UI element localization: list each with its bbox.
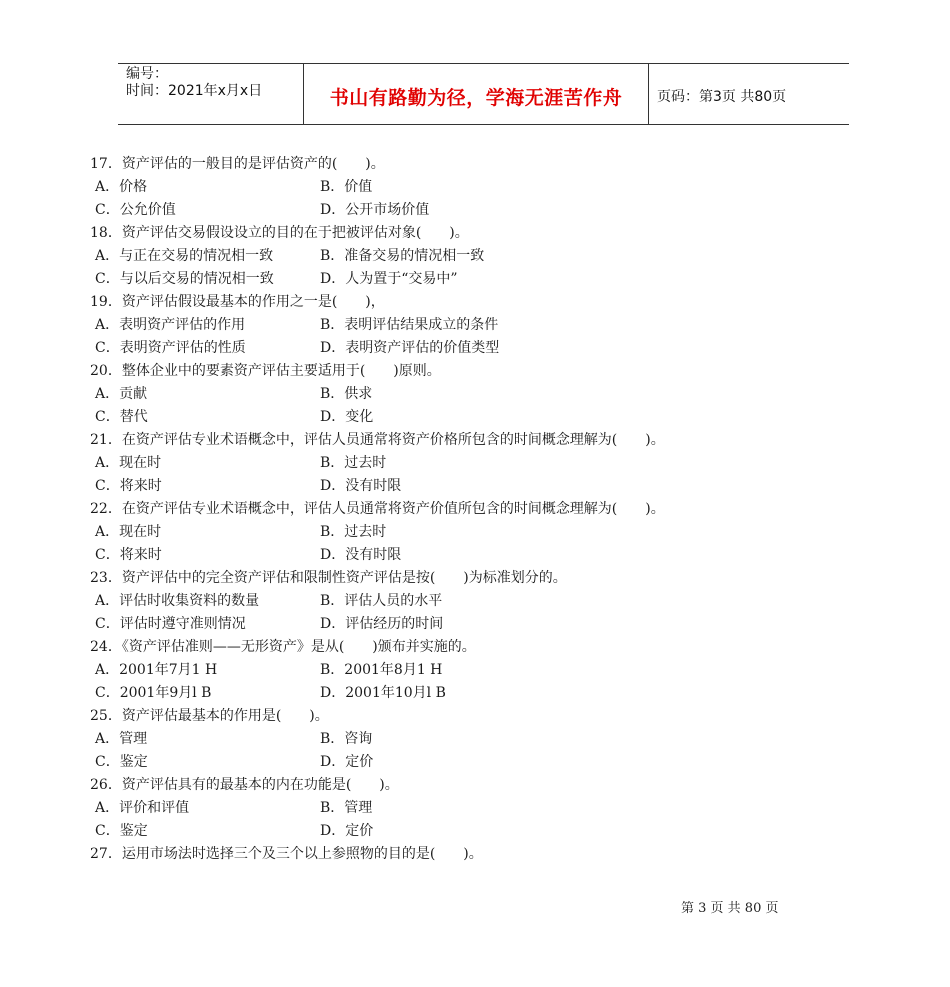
- option-row: [90, 475, 810, 498]
- answer-option: D．没有时限: [320, 547, 402, 563]
- question-stem: 17．资产评估的一般目的是评估资产的( )。: [90, 156, 385, 172]
- header-meta: [118, 64, 304, 124]
- answer-option: D．2001年10月l B: [320, 685, 446, 701]
- answer-option: C．评估时遵守准则情况: [95, 616, 246, 632]
- answer-option: B．价值: [320, 179, 373, 195]
- question-item: [90, 222, 810, 291]
- header-page-info: 页码：第3页 共80页: [657, 89, 787, 105]
- answer-option: A．与正在交易的情况相一致: [95, 248, 274, 264]
- question-stem: 20．整体企业中的要素资产评估主要适用于( )原则。: [90, 363, 441, 379]
- question-stem: 26．资产评估具有的最基本的内在功能是( )。: [90, 777, 399, 793]
- option-row: [90, 337, 810, 360]
- answer-option: C．公允价值: [95, 202, 176, 218]
- answer-option: A．贡献: [95, 386, 148, 402]
- option-row: [90, 314, 810, 337]
- answer-option: B．表明评估结果成立的条件: [320, 317, 499, 333]
- option-row: [90, 383, 810, 406]
- answer-option: D．评估经历的时间: [320, 616, 444, 632]
- answer-option: B．评估人员的水平: [320, 593, 443, 609]
- option-row: [90, 452, 810, 475]
- answer-option: A．表明资产评估的作用: [95, 317, 246, 333]
- question-item: [90, 636, 810, 705]
- question-stem: 19．资产评估假设最基本的作用之一是( )，: [90, 294, 385, 310]
- option-row: [90, 797, 810, 820]
- answer-option: A．现在时: [95, 524, 162, 540]
- question-item: [90, 774, 810, 843]
- question-item: [90, 153, 810, 222]
- answer-option: C．鉴定: [95, 754, 148, 770]
- option-row: [90, 751, 810, 774]
- answer-option: A．价格: [95, 179, 148, 195]
- answer-option: C．表明资产评估的性质: [95, 340, 246, 356]
- option-row: [90, 406, 810, 429]
- question-stem: 18．资产评估交易假设设立的目的在于把被评估对象( )。: [90, 225, 469, 241]
- option-row: [90, 682, 810, 705]
- option-row: [90, 245, 810, 268]
- answer-option: C．与以后交易的情况相一致: [95, 271, 274, 287]
- option-row: [90, 590, 810, 613]
- answer-option: A．现在时: [95, 455, 162, 471]
- option-row: [90, 613, 810, 636]
- header-slogan: 书山有路勤为径，学海无涯苦作舟: [304, 64, 649, 124]
- page-header: [118, 63, 849, 125]
- question-stem: 22．在资产评估专业术语概念中，评估人员通常将资产价值所包含的时间概念理解为( )。: [90, 501, 665, 517]
- question-item: [90, 705, 810, 774]
- answer-option: D．定价: [320, 754, 374, 770]
- question-stem: 23．资产评估中的完全资产评估和限制性资产评估是按( )为标准划分的。: [90, 570, 567, 586]
- answer-option: B．过去时: [320, 524, 387, 540]
- question-stem: 21．在资产评估专业术语概念中，评估人员通常将资产价格所包含的时间概念理解为( )。: [90, 432, 665, 448]
- question-item: [90, 843, 810, 866]
- answer-option: B．准备交易的情况相一致: [320, 248, 485, 264]
- answer-option: B．2001年8月1 H: [320, 662, 443, 678]
- question-list: [90, 153, 810, 866]
- answer-option: C．将来时: [95, 547, 162, 563]
- document-time-label: 时间：2021年x月x日: [126, 83, 263, 99]
- question-item: [90, 429, 810, 498]
- answer-option: D．定价: [320, 823, 374, 839]
- answer-option: B．咨询: [320, 731, 373, 747]
- answer-option: B．过去时: [320, 455, 387, 471]
- question-item: [90, 498, 810, 567]
- answer-option: C．2001年9月l B: [95, 685, 212, 701]
- answer-option: D．表明资产评估的价值类型: [320, 340, 500, 356]
- question-stem: 24．《资产评估准则——无形资产》是从( )颁布并实施的。: [90, 639, 476, 655]
- option-row: [90, 176, 810, 199]
- option-row: [90, 820, 810, 843]
- option-row: [90, 544, 810, 567]
- answer-option: D．公开市场价值: [320, 202, 430, 218]
- answer-option: A．评估时收集资料的数量: [95, 593, 260, 609]
- answer-option: C．将来时: [95, 478, 162, 494]
- answer-option: A．2001年7月1 H: [95, 662, 218, 678]
- answer-option: C．鉴定: [95, 823, 148, 839]
- question-item: [90, 567, 810, 636]
- question-item: [90, 291, 810, 360]
- answer-option: A．管理: [95, 731, 148, 747]
- option-row: [90, 728, 810, 751]
- answer-option: D．没有时限: [320, 478, 402, 494]
- answer-option: D．人为置于“交易中”: [320, 271, 458, 287]
- question-item: [90, 360, 810, 429]
- answer-option: B．供求: [320, 386, 373, 402]
- document-number-label: 编号：: [126, 66, 168, 82]
- answer-option: B．管理: [320, 800, 373, 816]
- option-row: [90, 268, 810, 291]
- answer-option: D．变化: [320, 409, 374, 425]
- answer-option: A．评价和评值: [95, 800, 190, 816]
- option-row: [90, 521, 810, 544]
- option-row: [90, 199, 810, 222]
- question-stem: 25．资产评估最基本的作用是( )。: [90, 708, 329, 724]
- question-stem: 27．运用市场法时选择三个及三个以上参照物的目的是( )。: [90, 846, 483, 862]
- page-footer: 第 3 页 共 80 页: [681, 901, 779, 916]
- answer-option: C．替代: [95, 409, 148, 425]
- option-row: [90, 659, 810, 682]
